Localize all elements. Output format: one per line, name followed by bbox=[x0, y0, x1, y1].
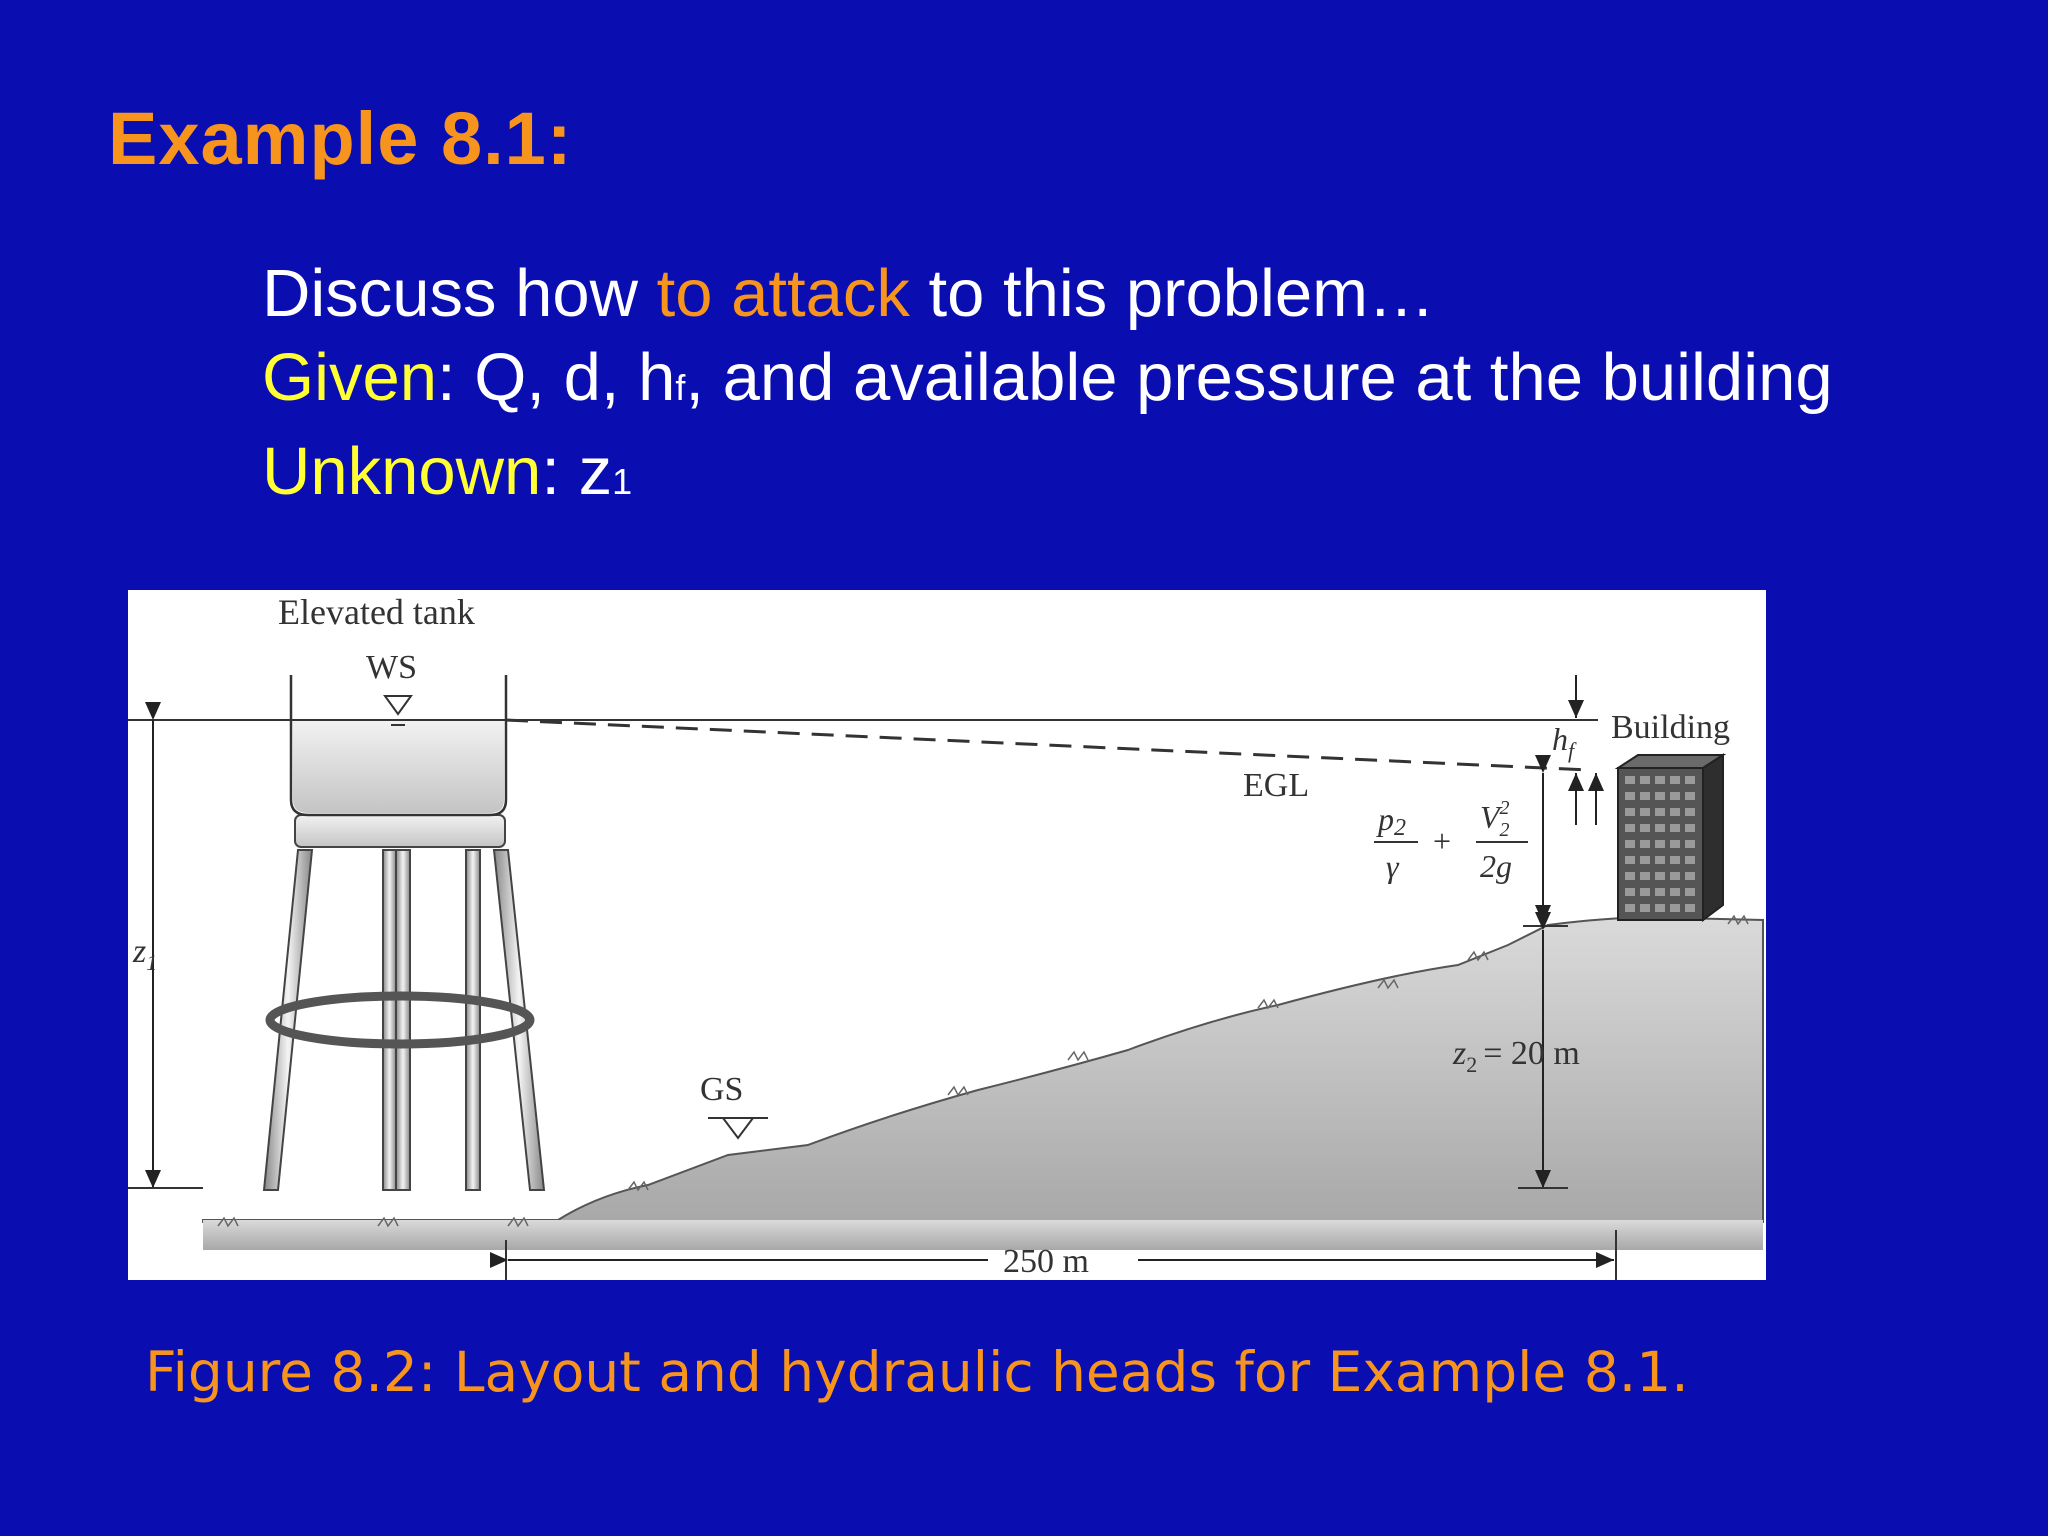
v2-numerator: $V^2$ 2 bbox=[1480, 797, 1510, 841]
slide-title: Example 8.1: bbox=[108, 97, 573, 180]
unknown-sub: 1 bbox=[612, 461, 633, 502]
distance-label: 250 m bbox=[1003, 1243, 1089, 1280]
body-line-3 bbox=[262, 430, 1833, 524]
given-sep: : bbox=[437, 340, 475, 415]
p2-numerator: p2 bbox=[1378, 801, 1406, 841]
body-line-1 bbox=[262, 252, 1833, 336]
building-label: Building bbox=[1611, 709, 1731, 746]
building-icon bbox=[1618, 755, 1723, 920]
tank-legs bbox=[264, 850, 544, 1190]
egl-label: EGL bbox=[1243, 767, 1310, 804]
given-text-a: Q, d, h bbox=[474, 340, 676, 415]
z2-label: $z_2 = 20$ m bbox=[1453, 1035, 1580, 1077]
gs-symbol bbox=[708, 1118, 768, 1138]
hydraulic-figure bbox=[128, 590, 1766, 1280]
z1-label: $z_1$ bbox=[133, 933, 158, 975]
elevated-tank-label: Elevated tank bbox=[278, 592, 475, 632]
gamma-denominator: γ bbox=[1386, 848, 1399, 884]
unknown-text: z bbox=[578, 434, 613, 509]
line1-highlight: to attack bbox=[656, 256, 910, 331]
head-fraction bbox=[1374, 797, 1528, 884]
slide-body bbox=[262, 252, 1833, 524]
egl-line bbox=[506, 720, 1588, 770]
plus-sign: + bbox=[1433, 823, 1452, 859]
ws-label: WS bbox=[366, 649, 417, 686]
given-label: Given bbox=[262, 340, 438, 415]
figure-caption: Figure 8.2: Layout and hydraulic heads for Example 8.1. bbox=[145, 1340, 1689, 1404]
given-text-b: , and available pressure at the building bbox=[685, 340, 1833, 415]
line1-pre: Discuss how bbox=[262, 256, 657, 331]
figure-svg bbox=[128, 590, 1766, 1280]
two-g-denominator: 2g bbox=[1480, 848, 1512, 884]
line1-post: to this problem… bbox=[909, 256, 1435, 331]
body-line-2 bbox=[262, 336, 1833, 430]
tank-water bbox=[293, 720, 504, 813]
ground-base bbox=[203, 1220, 1763, 1250]
tank-platform bbox=[295, 815, 505, 847]
given-sub: f bbox=[675, 367, 686, 408]
gs-label: GS bbox=[700, 1071, 744, 1108]
unknown-label: Unknown bbox=[262, 434, 542, 509]
hf-label: $h_f$ bbox=[1552, 721, 1575, 763]
unknown-sep: : bbox=[541, 434, 579, 509]
